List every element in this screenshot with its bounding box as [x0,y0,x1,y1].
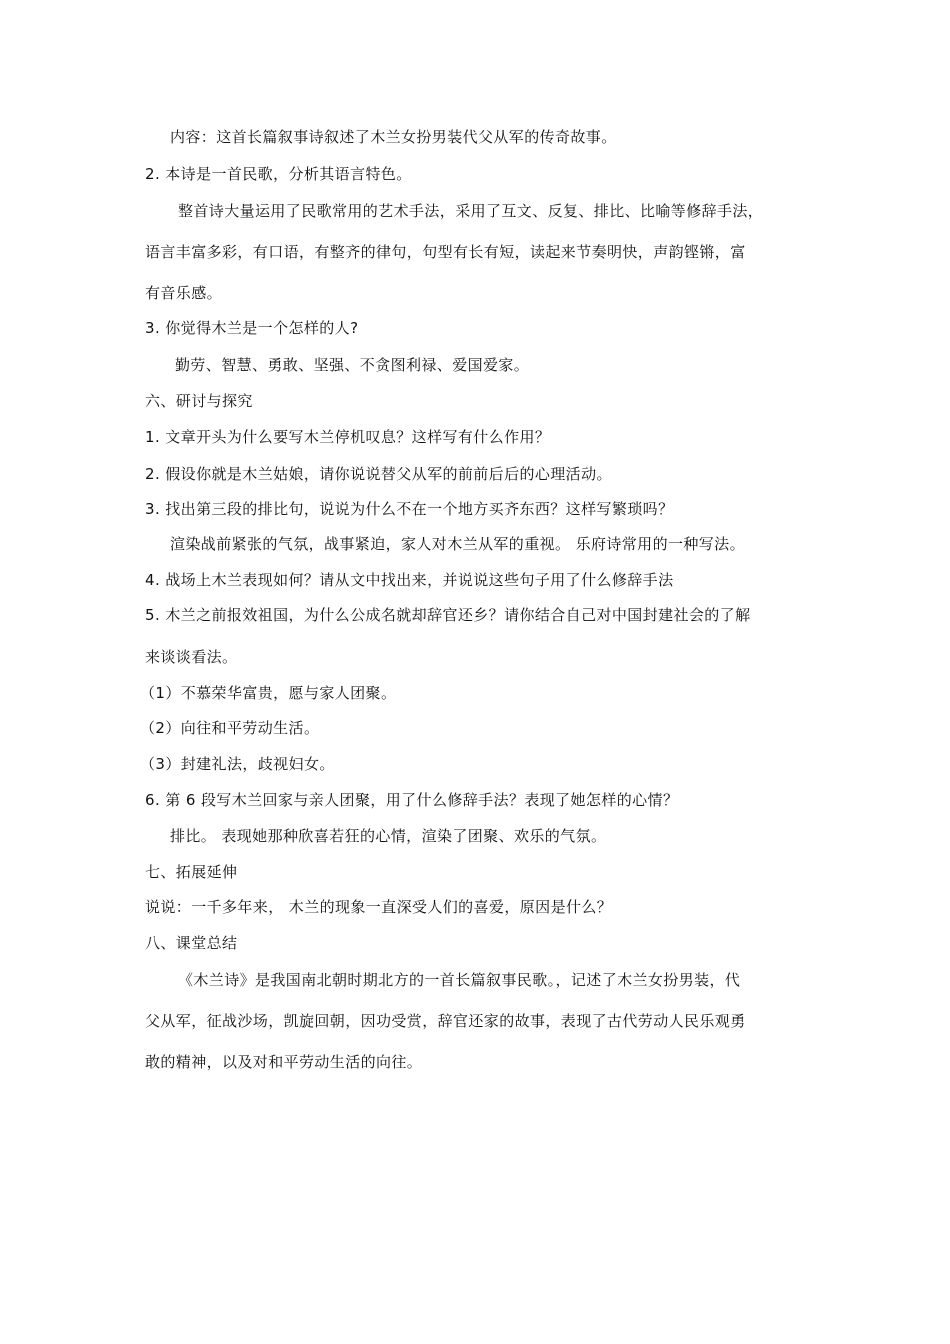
discussion-question-5-line-2: 来谈谈看法。 [145,648,238,666]
discussion-answer-5-item-1: （1）不慕荣华富贵，愿与家人团聚。 [140,684,397,702]
answer-2-line-2: 语言丰富多彩，有口语，有整齐的律句，句型有长有短，读起来节奏明快，声韵铿锵，富 [145,243,746,261]
discussion-question-3: 3. 找出第三段的排比句，说说为什么不在一个地方买齐东西？这样写繁琐吗？ [145,500,674,518]
question-2: 2. 本诗是一首民歌，分析其语言特色。 [145,165,412,183]
discussion-question-2: 2. 假设你就是木兰姑娘，请你说说替父从军的前前后后的心理活动。 [145,465,612,483]
discussion-question-1: 1. 文章开头为什么要写木兰停机叹息？这样写有什么作用？ [145,428,551,446]
section-heading-6: 六、研讨与探究 [145,392,253,410]
question-3: 3. 你觉得木兰是一个怎样的人? [145,319,359,337]
discussion-question-5-line-1: 5. 木兰之前报效祖国，为什么公成名就却辞官还乡？请你结合自己对中国封建社会的了解 [145,606,751,624]
summary-line-2: 父从军，征战沙场，凯旋回朝，因功受赏，辞官还家的故事，表现了古代劳动人民乐观勇 [145,1012,746,1030]
discussion-question-4: 4. 战场上木兰表现如何？请从文中找出来，并说说这些句子用了什么修辞手法 [145,571,674,589]
discussion-answer-5-item-3: （3）封建礼法，歧视妇女。 [140,755,335,773]
answer-3: 勤劳、智慧、勇敢、坚强、不贪图利禄、爱国爱家。 [175,356,530,374]
answer-2-line-1: 整首诗大量运用了民歌常用的艺术手法，采用了互文、反复、排比、比喻等修辞手法， [178,202,764,220]
discussion-answer-3: 渲染战前紧张的气氛，战事紧迫，家人对木兰从军的重视。 乐府诗常用的一种写法。 [170,535,745,553]
discussion-answer-5-item-2: （2）向往和平劳动生活。 [140,719,320,737]
section-heading-7: 七、拓展延伸 [145,863,238,881]
summary-line-1: 《木兰诗》是我国南北朝时期北方的一首长篇叙事民歌。，记述了木兰女扮男装，代 [178,971,741,989]
answer-2-line-3: 有音乐感。 [145,284,223,302]
section-heading-8: 八、课堂总结 [145,934,238,952]
extension-prompt: 说说：一千多年来， 木兰的现象一直深受人们的喜爱，原因是什么？ [145,898,613,916]
discussion-question-6: 6. 第 6 段写木兰回家与亲人团聚，用了什么修辞手法？表现了她怎样的心情？ [145,791,679,809]
discussion-answer-6: 排比。 表现她那种欣喜若狂的心情，渲染了团聚、欢乐的气氛。 [170,827,607,845]
content-summary-line: 内容：这首长篇叙事诗叙述了木兰女扮男装代父从军的传奇故事。 [170,128,617,146]
summary-line-3: 敢的精神，以及对和平劳动生活的向往。 [145,1053,423,1071]
